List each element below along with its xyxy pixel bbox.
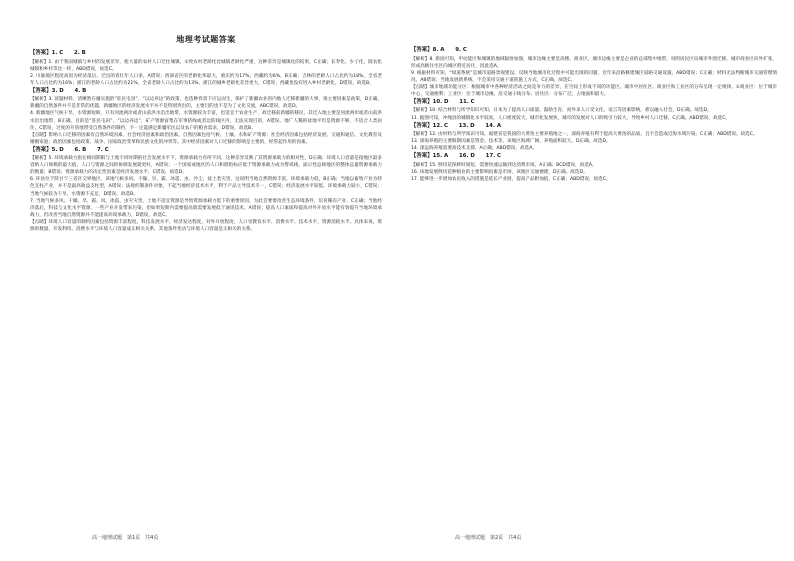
explanation-paragraph: 4. 新疆地区气候干旱，水资源短缺，只有河流两岸或者山前洪水沿出地带，水资源较为丰富，也适宜于农业生产，故迁移前新疆的移民，其迁入地主要是河流两岸或者山前洪水沿出地带，B正确，目的是“驻民屯田”，“以边养边”，矿产资源富集在军事防线或者边防线区内，无法实现目的，A错误。地广人稀的盐地平坦是资源不够，不适合人类居住，C错误，过度的开垦地带受自然条件的制约，不一定能满足新疆军民以及农户的粮食需求，D错误，故选B。	[30, 111, 382, 131]
left-column	[30, 34, 382, 233]
explanation-paragraph: 6. 环县位于陕甘宁三省区交界地区，该地气候多风、干燥、旱、霜、冰雹、虫、沙尘、盐土类灾害，这说明当地自然资源丰富，环境承载力低，B正确；当地以畜牧产业为特色支柱产业，并不是最高收益支柱型，A错误；法规约制条件对象，不起当地经济技术水平，利于产品主导技术专一，C错误；经济发展水平较低，环境承载力较小，C错误；当地气候较为干旱，水资源不充足，D错误，故选B。	[30, 177, 382, 197]
explanation-paragraph: 14. 深远海养殖需要高技术支撑，A正确；ABD错误，故选A。	[411, 146, 537, 152]
explanation-paragraph: 【点睛】城市地域功能分区：根据城市中各种经济活动之间竞争力的差异，在空间上形成不同的功能区。城市中居住区、商业区和工业区的分布呈现一定规律。①商业区：位于城市中心，交通便利；工业区：位于城市边缘，沿交通干线分布；居住区：分布广泛，占地面积最大。	[411, 84, 777, 97]
answer-key-line: 【答案】1. C 2. B	[30, 50, 86, 56]
explanation-paragraph: 11. 据图可知，冲绳县的城镇化水平较高，人口密度较大，城市化发展快，城市的发展对人口的吸引力较大，导致乡村人口迁移，C正确。ABD错误，故选C。	[411, 115, 731, 121]
explanation-paragraph: 2. 川渝地区程度高因为经济落后，迁出的青壮年人口多，A错误；西部省区的老龄化率最大，重庆约为17%，西藏约为6%，B正确；吉林的老龄人口占比约为18%，全省老年人口占比约为16%；浙江的老龄人口占比约为21%，全省老龄人口占比约为13%，浙江的城乡老龄化差异更大，C错误；西藏也没有进入乡村老龄化，D错误，故选B。	[30, 73, 382, 86]
explanation-paragraph: 【解析】5. 环境承载力指在相同期限与土地不同时期的社会发展水平下，资源承载力有所不同，这种差异反映了其资源承载力的相对性，D正确；环境人口容量是指地区最多容纳人口规模的最大值，人口与资源之间的协调发展就更好，A错误；一个国家或地区的人口和谐指标应低于资源承载力成为警戒线，面示性总统地区的整体总量资源承载力的数量；B错误；资源承载力的决定性因素是经济发展水平，C错误，故选D。	[30, 156, 382, 176]
answer-page-right	[397, 0, 794, 561]
document-title: 地理考试题答案	[176, 35, 236, 44]
page-footer-right: 高一地理试题 第2页 共4页	[455, 535, 522, 541]
answer-key-line: 【答案】15. A 16. D 17. C	[411, 153, 502, 160]
answer-key-line: 【答案】12. C 13. D 14. A	[411, 122, 502, 129]
explanation-paragraph: 【解析】1. 由于我国城镇与乡村的发展差异，使大量的农村人口迁往城镇，①致农村老龄化比城镇老龄化严重，这种差异是城镇化的结果，C正确；长寿化、少子化，既农化城镇和乡村等比一样，ABD错误，故选C。	[30, 59, 382, 72]
explanation-paragraph: 13. 深海养殖的主要限制因素是资金、技术等，该地区海域广阔，养殖面积较大，D正确。故选D。	[411, 139, 611, 145]
explanation-paragraph: 16. 该地发展鲜切花种植业的主要影响因素是市场，该地区交通便捷，D正确。故选D。	[411, 169, 588, 175]
explanation-paragraph: 【解析】12. 由材料与所学知识可知，福建省是我国的大黄鱼主要养殖地之一，深海养殖有利于提高大黄鱼的品质，且不会造成近海水域污染，C正确；ABD错误。故选C。	[411, 132, 758, 138]
explanation-paragraph: 【点睛】环境人口容量的制约因素包括资源丰富程度、科技发展水平、经济发达程度、对外开放程度、人口受教育水平、消费水平、技术水平、资源消耗水平。具体来说，资源的数量、开发利用、消费水平与环境人口容量成正相关关系，其他条件变动与环境人口容量是正相关的关系。	[30, 219, 382, 232]
explanation-paragraph: 9. 根据材料可知，“绿道系统”是城市道路景观建设，反映当地城市化过程中可能出现的问题，近年来沿路修建城区道路交通设施，ABD错误；C正确；材料无法判断城市交通管理情况，AB错误；当地发展新系统，不会采用交通干道的施工方式，C正确，故选C。	[411, 70, 777, 83]
explanation-paragraph: 17. 能够进一步增加农民收入的措施是延长产业链，提高产品附加值，C正确；ABD错误，故选C。	[411, 176, 611, 182]
explanation-paragraph: 【解析】8. 新固可知，甲动能区和城镇的地域辐射加强，城市边缘主要是高楼、商业区，城市边缘主要是企业的总部集中地带，说明居民区向城市外围迁移，城市商业区向外扩张，形成高级住宅区向城区附近居住，因此选A。	[411, 56, 777, 69]
answer-key-line: 【答案】10. D 11. C	[411, 98, 475, 105]
right-column	[411, 46, 777, 183]
page-footer-left: 高一地理试题 第1页 共4页	[92, 535, 159, 541]
explanation-paragraph: 【点睛】影响人口迁移的因素有自然环境因素、社会经济因素和政治因素。自然因素包括气候、土壤、水和矿产资源；社会经济因素包括经济发展、交通和通信、文化教育及婚姻家庭；政治因素包括政策、战争、国家政治变革和民族文化的冲突等。其中经济因素对人口迁移的影响是主要的，经常起作用的因素。	[30, 132, 382, 145]
answer-key-line: 【答案】8. A 9. C	[411, 47, 467, 53]
explanation-paragraph: 7. 当地气候多风、干燥，旱、霜、风、冰雹、虫灾灾害，土地不适宜资源是导致资源承载力低下的重要原因，为此首要要改善生态环境条件，培育稀有产业，C正确；当地经济落后，科技与文化水平资源，一些产业开发带来污染，但如果短期内需要提高就需要发展低于通讯技术，A错误；提高人口素质和提高对外开放水平能有效提升当地环境承载力，但改善当地自然资源并不能提高环境承载力，D错误，故选C。	[30, 198, 382, 218]
explanation-paragraph: 【解析】10. 结合材料与所学知识可知，日本为了提高人口质量，鼓励生育，而外来人口受文化、语言等因素影响，难以融入社会，D正确。故选D。	[411, 108, 712, 114]
answer-key-line: 【答案】5. D 6. B 7. C	[30, 146, 109, 153]
answer-key-line: 【答案】3. D 4. B	[30, 87, 87, 94]
explanation-paragraph: 【解析】3. 读题材料，清晰然在疆实施的“驻民屯垦”、“以边养边”的政策，也选种背景下应运而生，保护了新疆农业的内地人迁移新疆的大事，推主要因素是政策，D正确。新疆的自然条件并不是非常的优越，新疆地区的经济发展水平并不是特别突出的，主要目的也不是为了文化交流，ABC错误，故选D。	[30, 97, 382, 110]
explanation-paragraph: 【解析】15. 鲜切花保鲜时间短，需要快速运输到达消费市场，A正确；BCD错误，故选A。	[411, 162, 597, 168]
